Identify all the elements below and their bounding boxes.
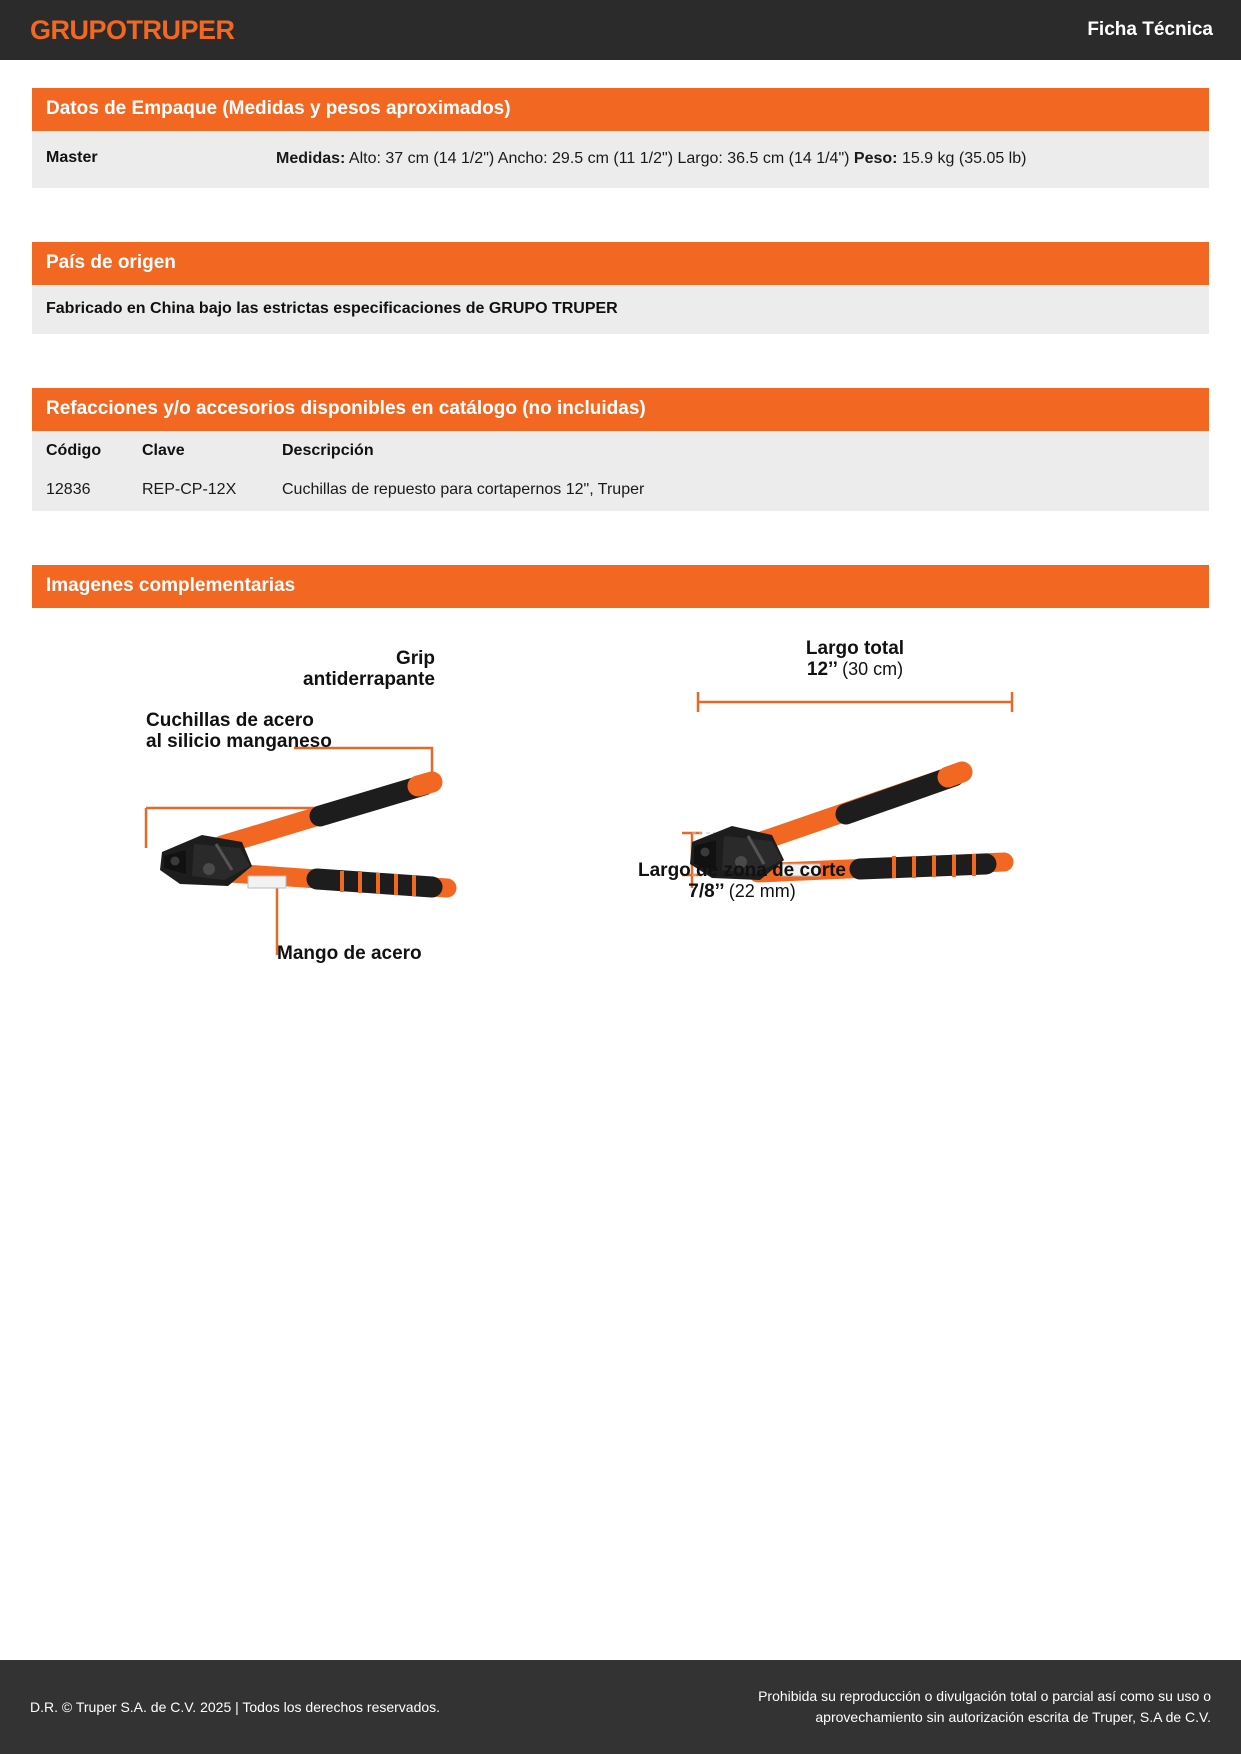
bolt-cutter-callout-illustration — [102, 630, 602, 1050]
callout-blades-label — [146, 710, 376, 753]
bolt-cutter-dimension-illustration — [632, 630, 1102, 1050]
document-type-title: Ficha Técnica — [1087, 19, 1213, 40]
spacer-top — [32, 60, 1209, 88]
total-length-value-in: 12’’ — [806, 659, 837, 681]
section-parts — [32, 388, 1209, 511]
packaging-panel — [32, 131, 1209, 188]
parts-cell-descripcion: Cuchillas de repuesto para cortapernos 12", Truper — [282, 471, 1209, 511]
total-length-value-cm: (30 cm) — [842, 659, 904, 680]
total-length-label: Largo total — [805, 637, 905, 659]
parts-table — [32, 431, 1209, 511]
right-product-diagram — [632, 630, 1102, 1050]
footer-legal-notice — [758, 1686, 1211, 1728]
parts-table-body — [32, 471, 1209, 511]
footer-legal-line2: aprovechamiento sin autorización escrita de Truper, S.A de C.V. — [815, 1709, 1211, 1725]
callout-grip-line1: Grip — [395, 647, 435, 669]
images-section-title: Imagenes complementarias — [32, 565, 1209, 608]
parts-table-header-row — [32, 431, 1209, 471]
callout-grip-label — [220, 648, 435, 691]
brand-logo-grupo: GRUPO — [30, 14, 127, 45]
total-length-dimension-line — [698, 692, 1012, 712]
section-origin — [32, 242, 1209, 334]
footer-legal-line1: Prohibida su reproducción o divulgación total o parcial así como su uso o — [758, 1688, 1211, 1704]
callout-blades-line2: al silicio manganeso — [146, 730, 332, 752]
measures-label: Medidas: — [276, 149, 346, 167]
callout-handle-label: Mango de acero — [277, 942, 422, 964]
footer-copyright: D.R. © Truper S.A. de C.V. 2025 | Todos los derechos reservados. — [30, 1698, 441, 1715]
parts-cell-codigo: 12836 — [32, 471, 142, 511]
parts-cell-clave: REP-CP-12X — [142, 471, 282, 511]
brand-logo-truper: TRUPER — [126, 14, 235, 45]
spacer-after-origin — [32, 334, 1209, 388]
section-images — [32, 565, 1209, 1060]
cut-zone-label: Largo de zona de corte — [638, 859, 846, 881]
callout-grip-line2: antiderrapante — [303, 668, 435, 690]
spacer-after-packaging — [32, 188, 1209, 242]
left-product-diagram — [102, 630, 602, 1050]
total-length-label-group — [750, 638, 960, 682]
origin-text: Fabricado en China bajo las estrictas especificaciones de GRUPO TRUPER — [32, 285, 1209, 334]
cut-zone-values — [587, 881, 897, 903]
parts-section-title: Refacciones y/o accesorios disponibles en catálogo (no incluidas) — [32, 388, 1209, 431]
packaging-section-title: Datos de Empaque (Medidas y pesos aproximados) — [32, 88, 1209, 131]
cut-zone-value-in: 7/8’’ — [688, 881, 724, 903]
weight-label: Peso: — [853, 149, 898, 167]
table-row — [32, 471, 1209, 511]
brand-logo — [30, 15, 235, 46]
cut-zone-value-mm: (22 mm) — [728, 881, 796, 902]
bolt-cutter-graphic — [160, 782, 447, 896]
cut-zone-label-group — [587, 860, 897, 904]
images-area — [32, 630, 1209, 1060]
parts-table-head — [32, 431, 1209, 471]
document-content — [0, 60, 1241, 1660]
weight-value: 15.9 kg (35.05 lb) — [901, 149, 1027, 167]
packaging-row-label: Master — [46, 148, 98, 166]
page-footer — [0, 1660, 1241, 1754]
top-header-bar — [0, 0, 1241, 60]
origin-section-title: País de origen — [32, 242, 1209, 285]
section-packaging — [32, 88, 1209, 188]
packaging-row-value — [276, 147, 1195, 170]
measures-value: Alto: 37 cm (14 1/2") Ancho: 29.5 cm (11 1/2") Largo: 36.5 cm (14 1/4") — [348, 149, 850, 167]
spacer-after-parts — [32, 511, 1209, 565]
parts-col-codigo: Código — [32, 431, 142, 471]
parts-col-descripcion: Descripción — [282, 431, 1209, 471]
callout-blades-line1: Cuchillas de acero — [146, 709, 314, 731]
parts-col-clave: Clave — [142, 431, 282, 471]
total-length-values — [750, 659, 960, 681]
packaging-row-master — [32, 131, 1209, 188]
